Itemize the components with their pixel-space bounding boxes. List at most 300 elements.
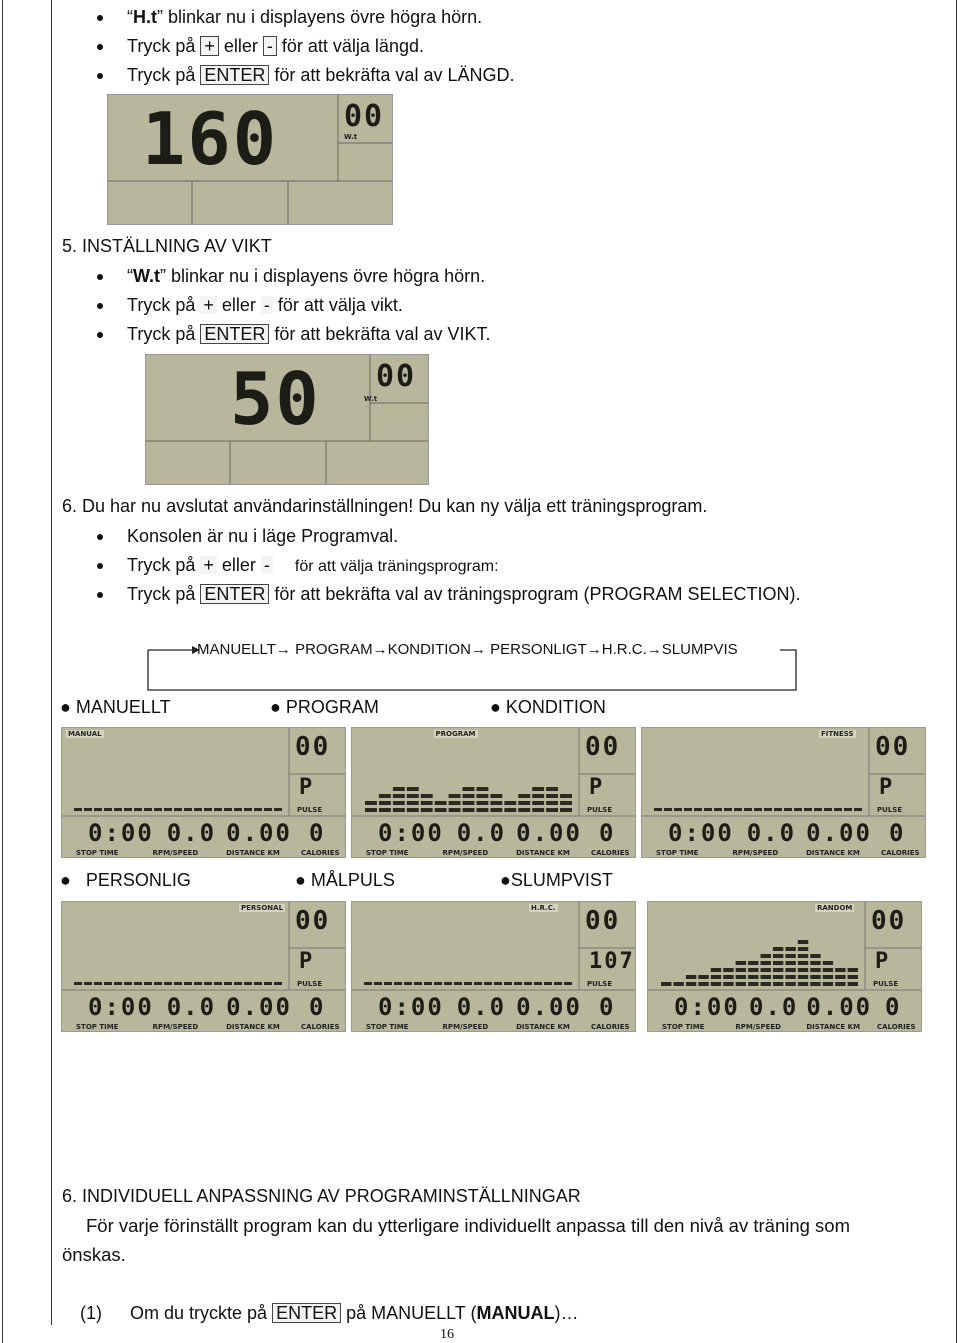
distance-label: DISTANCE KM xyxy=(806,849,860,857)
profile-segment xyxy=(686,975,696,979)
profile-segment xyxy=(421,808,433,812)
profile-segment xyxy=(734,808,742,811)
bullet-dot xyxy=(97,592,103,598)
profile-segment xyxy=(784,808,792,811)
wt-tag: W.t xyxy=(364,395,378,403)
profile-segment xyxy=(810,982,820,986)
pulse-label: PULSE xyxy=(873,980,899,988)
profile-segment xyxy=(264,808,272,811)
profile-segment xyxy=(264,982,272,985)
speed-label: RPM/SPEED xyxy=(442,849,489,857)
profile-segment xyxy=(684,808,692,811)
pulse-label: PULSE xyxy=(587,980,613,988)
profile-segment xyxy=(798,982,808,986)
profile-segment xyxy=(798,975,808,979)
profile-segment xyxy=(164,808,172,811)
profile-segment xyxy=(84,808,92,811)
profile-segment xyxy=(244,808,252,811)
profile-segment xyxy=(773,961,783,965)
speed-label: RPM/SPEED xyxy=(442,1023,489,1031)
time-label: STOP TIME xyxy=(76,1023,119,1031)
profile-segment xyxy=(748,982,758,986)
profile-segment xyxy=(154,982,162,985)
margin-rule xyxy=(51,0,52,1325)
calories-value: 0 xyxy=(599,819,616,847)
minus-key: - xyxy=(261,556,273,574)
profile-segment xyxy=(407,801,419,805)
top-digits: 00 xyxy=(871,906,907,936)
distance-value: 0.00 xyxy=(226,993,292,1021)
profile-segment xyxy=(144,982,152,985)
lcd-weight-display xyxy=(145,354,429,485)
top-digits: 00 xyxy=(295,906,331,936)
profile-segment xyxy=(407,808,419,812)
profile-segment xyxy=(694,808,702,811)
profile-segment xyxy=(785,961,795,965)
profile-segment xyxy=(194,808,202,811)
top-digits: 00 xyxy=(585,906,621,936)
console-manual xyxy=(61,727,346,858)
profile-segment xyxy=(532,808,544,812)
profile-segment xyxy=(723,968,733,972)
profile-segment xyxy=(654,808,662,811)
program-cycle-text: MANUELLT→ PROGRAM→KONDITION→ PERSONLIGT→H.R.C.→SLUMPVIS xyxy=(197,641,738,658)
profile-segment xyxy=(785,975,795,979)
program-label-kondition: ● KONDITION xyxy=(490,697,606,717)
time-label: STOP TIME xyxy=(366,1023,409,1031)
profile-segment xyxy=(494,982,502,985)
profile-segment xyxy=(164,982,172,985)
unit-digits: 00 xyxy=(376,359,417,394)
custom-paragraph-line2: önskas. xyxy=(62,1244,126,1265)
profile-segment xyxy=(74,982,82,985)
profile-segment xyxy=(476,801,488,805)
distance-label: DISTANCE KM xyxy=(226,1023,280,1031)
plus-key: + xyxy=(200,36,219,56)
profile-segment xyxy=(424,982,432,985)
profile-segment xyxy=(785,954,795,958)
profile-segment xyxy=(724,808,732,811)
profile-segment xyxy=(365,801,377,805)
profile-segment xyxy=(804,808,812,811)
speed-value: 0.0 xyxy=(166,993,217,1021)
program-tag: PROGRAM xyxy=(435,730,476,738)
calories-label: CALORIES xyxy=(591,1023,630,1031)
heading-program: 6. Du har nu avslutat användarinställningen! Du kan ny välja ett träningsprogram. xyxy=(62,496,708,516)
profile-segment xyxy=(736,961,746,965)
profile-segment xyxy=(463,787,475,791)
distance-label: DISTANCE KM xyxy=(806,1023,861,1031)
profile-segment xyxy=(748,968,758,972)
vikt-bullet-1: “W.t” blinkar nu i displayens övre högra hörn. xyxy=(127,266,486,286)
program-bullet-1: Konsolen är nu i läge Programval. xyxy=(127,526,399,546)
time-label: STOP TIME xyxy=(366,849,409,857)
profile-segment xyxy=(711,968,721,972)
time-value: 0:00 xyxy=(88,819,154,847)
profile-segment xyxy=(711,975,721,979)
profile-segment xyxy=(560,794,572,798)
profile-segment xyxy=(365,808,377,812)
profile-segment xyxy=(823,968,833,972)
profile-segment xyxy=(798,961,808,965)
profile-segment xyxy=(476,794,488,798)
time-value: 0:00 xyxy=(674,993,740,1021)
profile-segment xyxy=(184,808,192,811)
profile-segment xyxy=(785,968,795,972)
profile-segment xyxy=(761,954,771,958)
profile-segment xyxy=(736,982,746,986)
pulse-value: P xyxy=(879,775,895,800)
profile-segment xyxy=(711,982,721,986)
profile-segment xyxy=(810,954,820,958)
profile-segment xyxy=(444,982,452,985)
profile-segment xyxy=(823,982,833,986)
profile-segment xyxy=(554,982,562,985)
profile-segment xyxy=(773,954,783,958)
profile-segment xyxy=(490,801,502,805)
profile-segment xyxy=(723,975,733,979)
profile-segment xyxy=(810,975,820,979)
profile-segment xyxy=(254,982,262,985)
enter-key: ENTER xyxy=(200,584,269,604)
profile-segment xyxy=(773,975,783,979)
profile-segment xyxy=(810,961,820,965)
custom-paragraph-line1: För varje förinställt program kan du ytterligare individuellt anpassa till den nivå av träning som xyxy=(86,1215,851,1236)
distance-value: 0.00 xyxy=(806,993,873,1021)
bullet-dot xyxy=(97,44,103,50)
pulse-label: PULSE xyxy=(297,980,323,988)
profile-segment xyxy=(514,982,522,985)
program-bullet-3: Tryck på ENTER för att bekräfta val av träningsprogram (PROGRAM SELECTION). xyxy=(127,584,801,604)
profile-segment xyxy=(407,794,419,798)
profile-segment xyxy=(134,982,142,985)
profile-segment xyxy=(94,982,102,985)
profile-segment xyxy=(834,808,842,811)
profile-segment xyxy=(407,787,419,791)
profile-segment xyxy=(564,982,572,985)
profile-segment xyxy=(234,808,242,811)
profile-segment xyxy=(814,808,822,811)
profile-segment xyxy=(532,787,544,791)
calories-value: 0 xyxy=(599,993,616,1021)
profile-segment xyxy=(854,808,862,811)
time-label: STOP TIME xyxy=(662,1023,705,1031)
profile-segment xyxy=(174,808,182,811)
top-digits: 00 xyxy=(295,732,331,762)
profile-segment xyxy=(848,982,858,986)
bullet-dot xyxy=(97,332,103,338)
pulse-label: PULSE xyxy=(587,806,613,814)
profile-segment xyxy=(449,794,461,798)
program-label-manuellt: ● MANUELLT xyxy=(60,697,171,717)
profile-segment xyxy=(544,982,552,985)
profile-segment xyxy=(714,808,722,811)
pulse-value: P xyxy=(299,949,315,974)
profile-segment xyxy=(484,982,492,985)
profile-segment xyxy=(761,975,771,979)
calories-value: 0 xyxy=(889,819,906,847)
distance-label: DISTANCE KM xyxy=(226,849,280,857)
pulse-label: PULSE xyxy=(877,806,903,814)
profile-segment xyxy=(463,808,475,812)
distance-value: 0.00 xyxy=(516,819,582,847)
calories-label: CALORIES xyxy=(877,1023,916,1031)
profile-segment xyxy=(234,982,242,985)
profile-segment xyxy=(785,982,795,986)
lengd-bullet-1: “H.t” blinkar nu i displayens övre högra hörn. xyxy=(127,7,483,27)
bullet-dot xyxy=(97,73,103,79)
profile-segment xyxy=(114,982,122,985)
profile-segment xyxy=(463,794,475,798)
profile-segment xyxy=(546,808,558,812)
profile-segment xyxy=(798,968,808,972)
profile-segment xyxy=(764,808,772,811)
console-program xyxy=(351,727,636,858)
wt-tag: W.t xyxy=(344,133,358,141)
profile-segment xyxy=(532,794,544,798)
profile-segment xyxy=(254,808,262,811)
unit-digits: 00 xyxy=(344,99,385,134)
bullet-dot xyxy=(97,303,103,309)
speed-label: RPM/SPEED xyxy=(735,1023,781,1031)
time-value: 0:00 xyxy=(88,993,154,1021)
height-value: 160 xyxy=(142,97,279,181)
profile-segment xyxy=(844,808,852,811)
profile-segment xyxy=(124,808,132,811)
speed-value: 0.0 xyxy=(456,993,507,1021)
program-label-malpuls: ● MÅLPULS xyxy=(295,870,395,890)
profile-segment xyxy=(364,982,372,985)
profile-segment xyxy=(761,961,771,965)
distance-label: DISTANCE KM xyxy=(516,849,570,857)
time-value: 0:00 xyxy=(378,819,444,847)
top-digits: 00 xyxy=(585,732,621,762)
calories-label: CALORIES xyxy=(591,849,630,857)
profile-segment xyxy=(379,808,391,812)
profile-segment xyxy=(204,982,212,985)
profile-segment xyxy=(421,801,433,805)
profile-segment xyxy=(723,982,733,986)
profile-segment xyxy=(184,982,192,985)
profile-segment xyxy=(421,794,433,798)
profile-segment xyxy=(823,975,833,979)
profile-segment xyxy=(435,808,447,812)
profile-segment xyxy=(114,808,122,811)
program-label-program: ● PROGRAM xyxy=(270,697,379,717)
enter-key: ENTER xyxy=(200,65,269,85)
profile-segment xyxy=(785,947,795,951)
profile-segment xyxy=(464,982,472,985)
profile-segment xyxy=(560,801,572,805)
profile-segment xyxy=(774,808,782,811)
profile-segment xyxy=(810,968,820,972)
profile-segment xyxy=(244,982,252,985)
profile-segment xyxy=(798,954,808,958)
enter-key: ENTER xyxy=(272,1303,341,1323)
profile-segment xyxy=(698,975,708,979)
profile-segment xyxy=(379,794,391,798)
profile-segment xyxy=(104,982,112,985)
profile-segment xyxy=(490,808,502,812)
profile-segment xyxy=(449,801,461,805)
lcd-height-display xyxy=(107,94,393,225)
profile-segment xyxy=(824,808,832,811)
time-label: STOP TIME xyxy=(656,849,699,857)
profile-segment xyxy=(823,961,833,965)
profile-segment xyxy=(794,808,802,811)
profile-segment xyxy=(504,808,516,812)
profile-segment xyxy=(686,982,696,986)
profile-segment xyxy=(393,787,405,791)
speed-label: RPM/SPEED xyxy=(152,849,199,857)
vikt-bullet-3: Tryck på ENTER för att bekräfta val av VIKT. xyxy=(127,324,491,344)
profile-segment xyxy=(773,947,783,951)
profile-segment xyxy=(798,947,808,951)
profile-segment xyxy=(546,794,558,798)
profile-segment xyxy=(744,808,752,811)
profile-segment xyxy=(204,808,212,811)
speed-value: 0.0 xyxy=(749,993,799,1021)
custom-item-1: (1) Om du tryckte på ENTER på MANUELLT (MANUAL)… xyxy=(80,1303,579,1323)
profile-segment xyxy=(761,982,771,986)
program-tag: FITNESS xyxy=(821,730,854,738)
profile-segment xyxy=(404,982,412,985)
profile-segment xyxy=(748,961,758,965)
speed-value: 0.0 xyxy=(456,819,507,847)
profile-segment xyxy=(414,982,422,985)
time-value: 0:00 xyxy=(668,819,734,847)
console-personal xyxy=(61,901,346,1032)
profile-segment xyxy=(674,808,682,811)
bullet-dot xyxy=(97,534,103,540)
profile-segment xyxy=(704,808,712,811)
profile-segment xyxy=(773,968,783,972)
bullet-dot xyxy=(97,15,103,21)
profile-segment xyxy=(214,808,222,811)
profile-segment xyxy=(384,982,392,985)
profile-segment xyxy=(463,801,475,805)
program-bullet-2: Tryck på + eller - för att välja träningsprogram: xyxy=(127,555,499,575)
profile-segment xyxy=(154,808,162,811)
pulse-value: P xyxy=(299,775,315,800)
profile-segment xyxy=(224,982,232,985)
profile-segment xyxy=(532,801,544,805)
profile-segment xyxy=(736,975,746,979)
speed-label: RPM/SPEED xyxy=(152,1023,199,1031)
time-label: STOP TIME xyxy=(76,849,119,857)
profile-segment xyxy=(379,801,391,805)
profile-segment xyxy=(274,808,282,811)
page-number: 16 xyxy=(440,1327,454,1342)
program-tag: H.R.C. xyxy=(531,904,556,912)
weight-value: 50 xyxy=(230,357,321,441)
profile-segment xyxy=(393,808,405,812)
profile-segment xyxy=(393,794,405,798)
speed-label: RPM/SPEED xyxy=(732,849,779,857)
profile-segment xyxy=(476,808,488,812)
distance-value: 0.00 xyxy=(806,819,872,847)
lengd-bullet-3: Tryck på ENTER för att bekräfta val av LÄNGD. xyxy=(127,65,515,85)
calories-label: CALORIES xyxy=(301,849,340,857)
profile-segment xyxy=(194,982,202,985)
pulse-value: P xyxy=(589,775,605,800)
program-tag: MANUAL xyxy=(68,730,102,738)
console-hrc xyxy=(351,901,636,1032)
profile-segment xyxy=(754,808,762,811)
calories-value: 0 xyxy=(309,993,326,1021)
console-random xyxy=(647,901,922,1032)
profile-segment xyxy=(174,982,182,985)
speed-value: 0.0 xyxy=(746,819,797,847)
profile-segment xyxy=(546,787,558,791)
distance-value: 0.00 xyxy=(516,993,582,1021)
profile-segment xyxy=(661,982,671,986)
bullet-dot xyxy=(97,563,103,569)
distance-label: DISTANCE KM xyxy=(516,1023,570,1031)
pulse-label: PULSE xyxy=(297,806,323,814)
profile-segment xyxy=(435,801,447,805)
time-value: 0:00 xyxy=(378,993,444,1021)
plus-key: + xyxy=(200,556,217,574)
profile-segment xyxy=(490,794,502,798)
lengd-bullet-2: Tryck på + eller - för att välja längd. xyxy=(127,36,424,56)
profile-segment xyxy=(474,982,482,985)
profile-segment xyxy=(393,801,405,805)
console-fitness xyxy=(641,727,926,858)
profile-segment xyxy=(673,982,683,986)
profile-segment xyxy=(94,808,102,811)
profile-segment xyxy=(104,808,112,811)
calories-label: CALORIES xyxy=(881,849,920,857)
profile-segment xyxy=(835,968,845,972)
profile-segment xyxy=(224,808,232,811)
pulse-value: P xyxy=(875,949,891,974)
profile-segment xyxy=(835,982,845,986)
profile-segment xyxy=(835,975,845,979)
calories-value: 0 xyxy=(309,819,326,847)
speed-value: 0.0 xyxy=(166,819,217,847)
profile-segment xyxy=(214,982,222,985)
calories-value: 0 xyxy=(885,993,902,1021)
profile-segment xyxy=(274,982,282,985)
profile-segment xyxy=(434,982,442,985)
profile-segment xyxy=(798,940,808,944)
profile-segment xyxy=(524,982,532,985)
profile-segment xyxy=(144,808,152,811)
profile-segment xyxy=(476,787,488,791)
profile-segment xyxy=(518,794,530,798)
program-tag: PERSONAL xyxy=(241,904,284,912)
profile-segment xyxy=(374,982,382,985)
minus-key: - xyxy=(261,296,273,314)
enter-key: ENTER xyxy=(200,324,269,344)
profile-segment xyxy=(74,808,82,811)
program-label-personlig: ● PERSONLIG xyxy=(60,870,191,890)
profile-segment xyxy=(124,982,132,985)
profile-segment xyxy=(518,808,530,812)
heading-vikt: 5. INSTÄLLNING AV VIKT xyxy=(62,236,272,256)
profile-segment xyxy=(560,808,572,812)
profile-segment xyxy=(848,968,858,972)
profile-segment xyxy=(546,801,558,805)
profile-segment xyxy=(534,982,542,985)
profile-segment xyxy=(518,801,530,805)
plus-key: + xyxy=(200,296,217,314)
top-digits: 00 xyxy=(875,732,911,762)
heading-custom: 6. INDIVIDUELL ANPASSNING AV PROGRAMINSTÄLLNINGAR xyxy=(62,1186,581,1206)
profile-segment xyxy=(698,982,708,986)
program-tag: RANDOM xyxy=(817,904,853,912)
